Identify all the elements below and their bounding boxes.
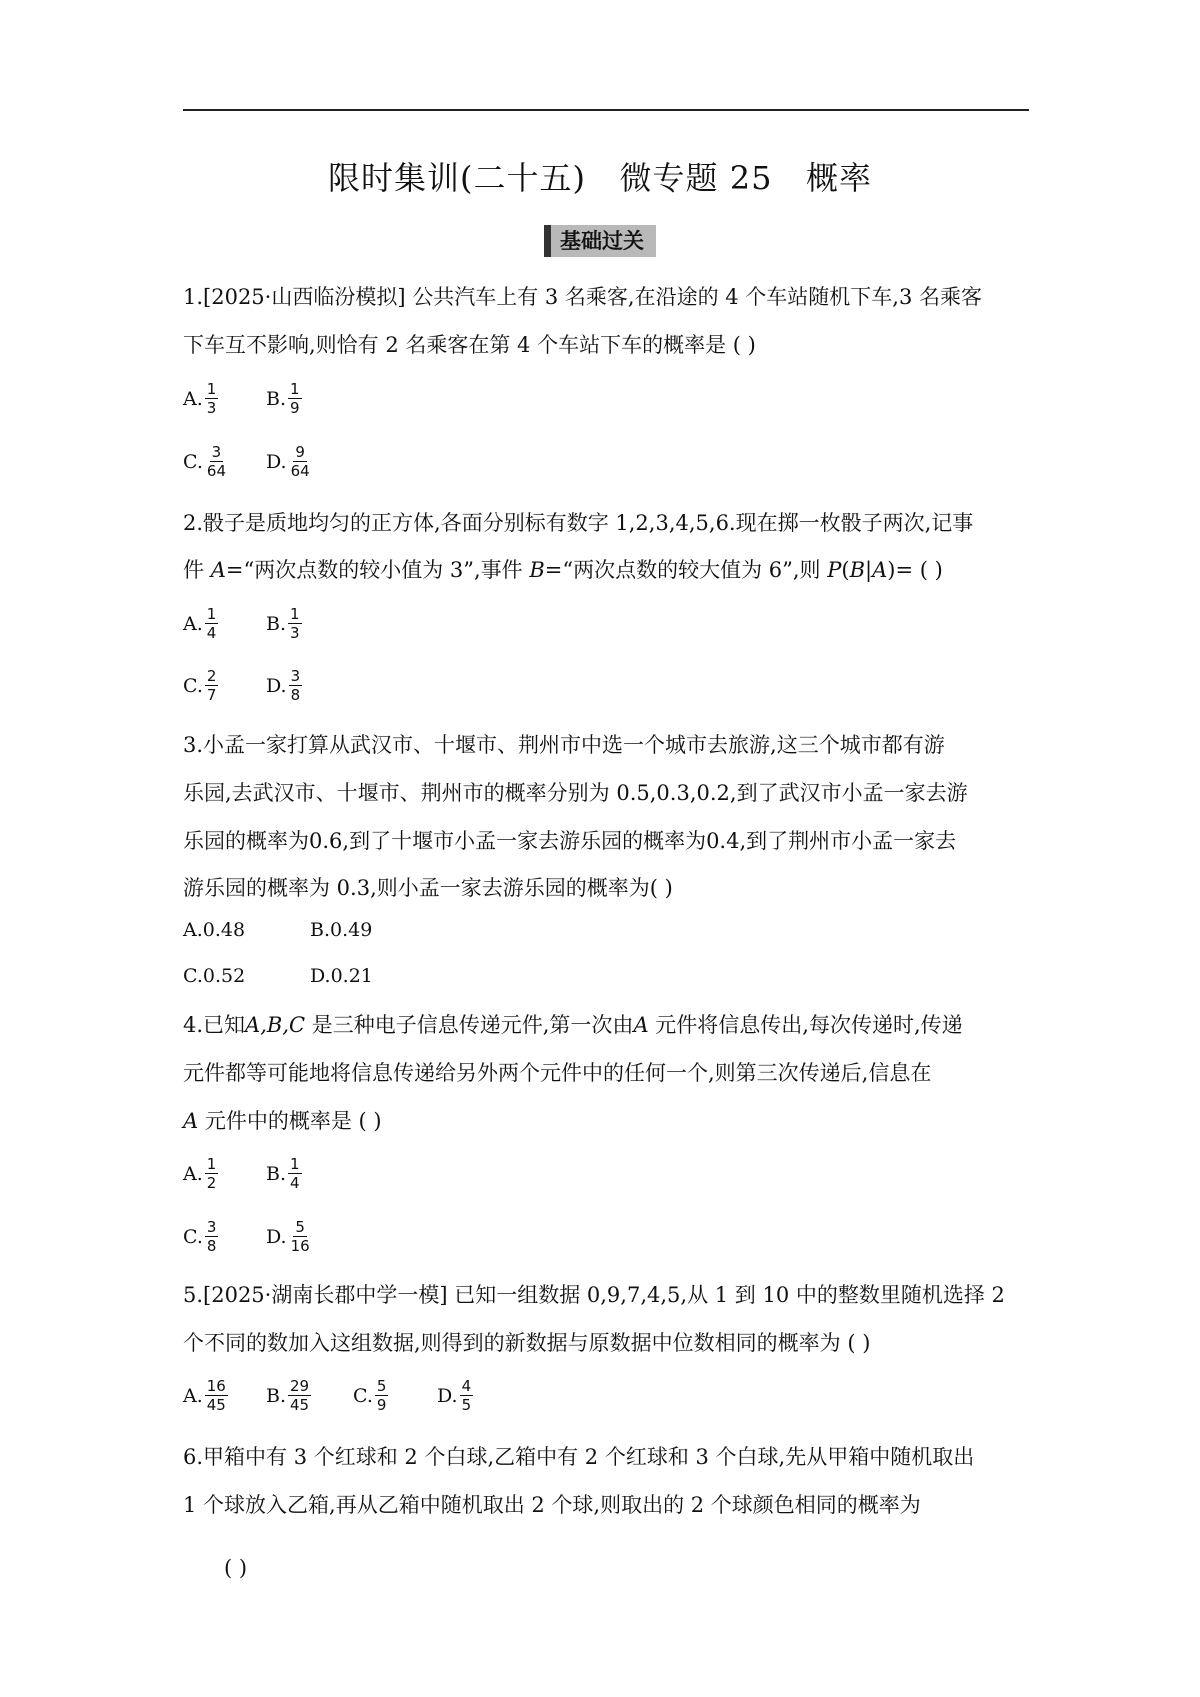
denominator: 9 (376, 1396, 387, 1414)
text-run: 元件中的概率是 ( ) (198, 1109, 382, 1133)
option-label: A. (183, 612, 203, 635)
header-rule (183, 109, 1029, 111)
fraction (289, 1218, 312, 1255)
denominator: 64 (206, 462, 226, 480)
numerator: 1 (206, 1155, 217, 1173)
section-tag (544, 225, 656, 257)
option-label: C. (183, 450, 203, 473)
numerator: 1 (206, 605, 217, 623)
denominator: 45 (206, 1396, 226, 1414)
option-label: B. (266, 1162, 287, 1185)
component-a-var: A (183, 1109, 199, 1133)
denominator: 8 (290, 686, 301, 704)
option-label: D. (266, 450, 287, 473)
fraction (205, 443, 228, 480)
numerator: 1 (290, 605, 300, 623)
q2-line-2 (183, 555, 943, 585)
option-label: C. (183, 1225, 203, 1248)
fraction (288, 605, 302, 642)
option-label: C. (183, 674, 203, 697)
fraction (289, 667, 303, 704)
fraction (205, 605, 219, 642)
q6-line-1: 6.甲箱中有 3 个红球和 2 个白球,乙箱中有 2 个红球和 3 个白球,先从甲箱中随机取出 (183, 1445, 975, 1469)
q4-option-b[interactable] (266, 1155, 302, 1192)
q4-line-2: 元件都等可能地将信息传递给另外两个元件中的任何一个,则第三次传递后,信息在 (183, 1061, 932, 1085)
option-label: A. (183, 1384, 203, 1407)
numerator: 9 (295, 443, 305, 461)
numerator: 1 (206, 380, 217, 398)
q3-option-d[interactable]: D.0.21 (310, 965, 373, 987)
denominator: 64 (290, 462, 310, 480)
q4-option-d[interactable] (266, 1218, 312, 1255)
fraction (460, 1377, 474, 1414)
q4-option-a[interactable] (183, 1155, 218, 1192)
denominator: 4 (290, 1174, 300, 1192)
q5-option-b[interactable] (266, 1377, 311, 1414)
fraction (288, 1377, 311, 1414)
numerator: 5 (376, 1377, 387, 1395)
fraction (205, 1155, 219, 1192)
component-a-var: A (633, 1013, 649, 1037)
numerator: 29 (290, 1377, 310, 1395)
text-run: | (865, 558, 873, 582)
option-label: B. (266, 387, 287, 410)
text-run: 件 (183, 558, 211, 582)
option-label: A. (183, 1162, 203, 1185)
text-run: 元件将信息传出,每次传递时,传递 (648, 1013, 963, 1037)
q4-line-3 (183, 1106, 382, 1136)
q1-option-d[interactable] (266, 443, 312, 480)
numerator: 16 (206, 1377, 226, 1395)
section-tag-bar (544, 225, 551, 257)
option-label: D. (266, 1225, 287, 1248)
denominator: 45 (290, 1396, 310, 1414)
q5-line-1: 5.[2025·湖南长郡中学一模] 已知一组数据 0,9,7,4,5,从 1 到 10 中的整数里随机选择 2 (183, 1283, 1005, 1307)
option-label: D. (437, 1384, 458, 1407)
q1-line-1: 1.[2025·山西临汾模拟] 公共汽车上有 3 名乘客,在沿途的 4 个车站随机下车,3 名乘客 (183, 285, 983, 309)
section-tag-label: 基础过关 (560, 229, 644, 253)
q2-option-c[interactable] (183, 667, 218, 704)
q1-option-a[interactable] (183, 380, 218, 417)
q3-option-a[interactable]: A.0.48 (183, 919, 246, 941)
denominator: 5 (461, 1396, 472, 1414)
q5-option-a[interactable] (183, 1377, 228, 1414)
numerator: 1 (290, 1155, 300, 1173)
numerator: 3 (206, 1218, 217, 1236)
event-b-var: B (529, 558, 545, 582)
q3-line-2: 乐园,去武汉市、十堰市、荆州市的概率分别为 0.5,0.3,0.2,到了武汉市小孟一家去游 (183, 781, 968, 805)
fraction (288, 1155, 302, 1192)
option-label: D. (266, 674, 287, 697)
event-b-var: B (849, 558, 865, 582)
fraction (205, 380, 219, 417)
denominator: 3 (290, 624, 300, 642)
denominator: 4 (206, 624, 217, 642)
fraction (289, 443, 312, 480)
fraction (375, 1377, 389, 1414)
q3-option-b[interactable]: B.0.49 (310, 919, 373, 941)
q6-answer-bracket[interactable]: ( ) (224, 1556, 248, 1580)
q5-line-2: 个不同的数加入这组数据,则得到的新数据与原数据中位数相同的概率为 ( ) (183, 1331, 871, 1355)
option-label: C. (353, 1384, 373, 1407)
numerator: 1 (290, 380, 300, 398)
q2-option-d[interactable] (266, 667, 302, 704)
numerator: 5 (295, 1218, 305, 1236)
q2-option-b[interactable] (266, 605, 302, 642)
q4-line-1 (183, 1010, 963, 1040)
q1-option-c[interactable] (183, 443, 228, 480)
page-title: 限时集训(二十五) 微专题 25 概率 (328, 159, 872, 197)
denominator: 3 (206, 399, 217, 417)
q5-option-c[interactable] (353, 1377, 388, 1414)
option-label: B. (266, 1384, 287, 1407)
option-label: A. (183, 387, 203, 410)
numerator: 3 (211, 443, 222, 461)
q3-option-c[interactable]: C.0.52 (183, 965, 246, 987)
text-run: 是三种电子信息传递元件,第一次由 (305, 1013, 634, 1037)
q1-option-b[interactable] (266, 380, 302, 417)
q5-option-d[interactable] (437, 1377, 473, 1414)
q4-option-c[interactable] (183, 1218, 218, 1255)
denominator: 8 (206, 1237, 217, 1255)
fraction (288, 380, 302, 417)
option-label: B. (266, 612, 287, 635)
fraction (205, 667, 219, 704)
q3-line-1: 3.小孟一家打算从武汉市、十堰市、荆州市中选一个城市去旅游,这三个城市都有游 (183, 733, 945, 757)
text-run: 4.已知 (183, 1013, 246, 1037)
text-run: =“两次点数的较大值为 6”,则 (544, 558, 828, 582)
text-run: ( (841, 558, 850, 582)
denominator: 9 (290, 399, 300, 417)
q3-line-3: 乐园的概率为0.6,到了十堰市小孟一家去游乐园的概率为0.4,到了荆州市小孟一家去 (183, 829, 957, 853)
q6-line-2: 1 个球放入乙箱,再从乙箱中随机取出 2 个球,则取出的 2 个球颜色相同的概率为 (183, 1493, 921, 1517)
denominator: 2 (206, 1174, 217, 1192)
denominator: 16 (290, 1237, 310, 1255)
q3-line-4: 游乐园的概率为 0.3,则小孟一家去游乐园的概率为( ) (183, 876, 673, 900)
text-run: )= ( ) (887, 558, 943, 582)
fraction (205, 1377, 228, 1414)
text-run: =“两次点数的较小值为 3”,事件 (225, 558, 530, 582)
event-a-var: A (872, 558, 888, 582)
numerator: 3 (290, 667, 301, 685)
numerator: 2 (206, 667, 217, 685)
denominator: 7 (206, 686, 217, 704)
q1-line-2: 下车互不影响,则恰有 2 名乘客在第 4 个车站下车的概率是 ( ) (183, 333, 756, 357)
q2-option-a[interactable] (183, 605, 218, 642)
fraction (205, 1218, 219, 1255)
component-vars: A,B,C (245, 1013, 306, 1037)
numerator: 4 (461, 1377, 472, 1395)
prob-p-var: P (827, 558, 842, 582)
q2-line-1: 2.骰子是质地均匀的正方体,各面分别标有数字 1,2,3,4,5,6.现在掷一枚骰子两次,记事 (183, 511, 974, 535)
event-a-var: A (210, 558, 226, 582)
